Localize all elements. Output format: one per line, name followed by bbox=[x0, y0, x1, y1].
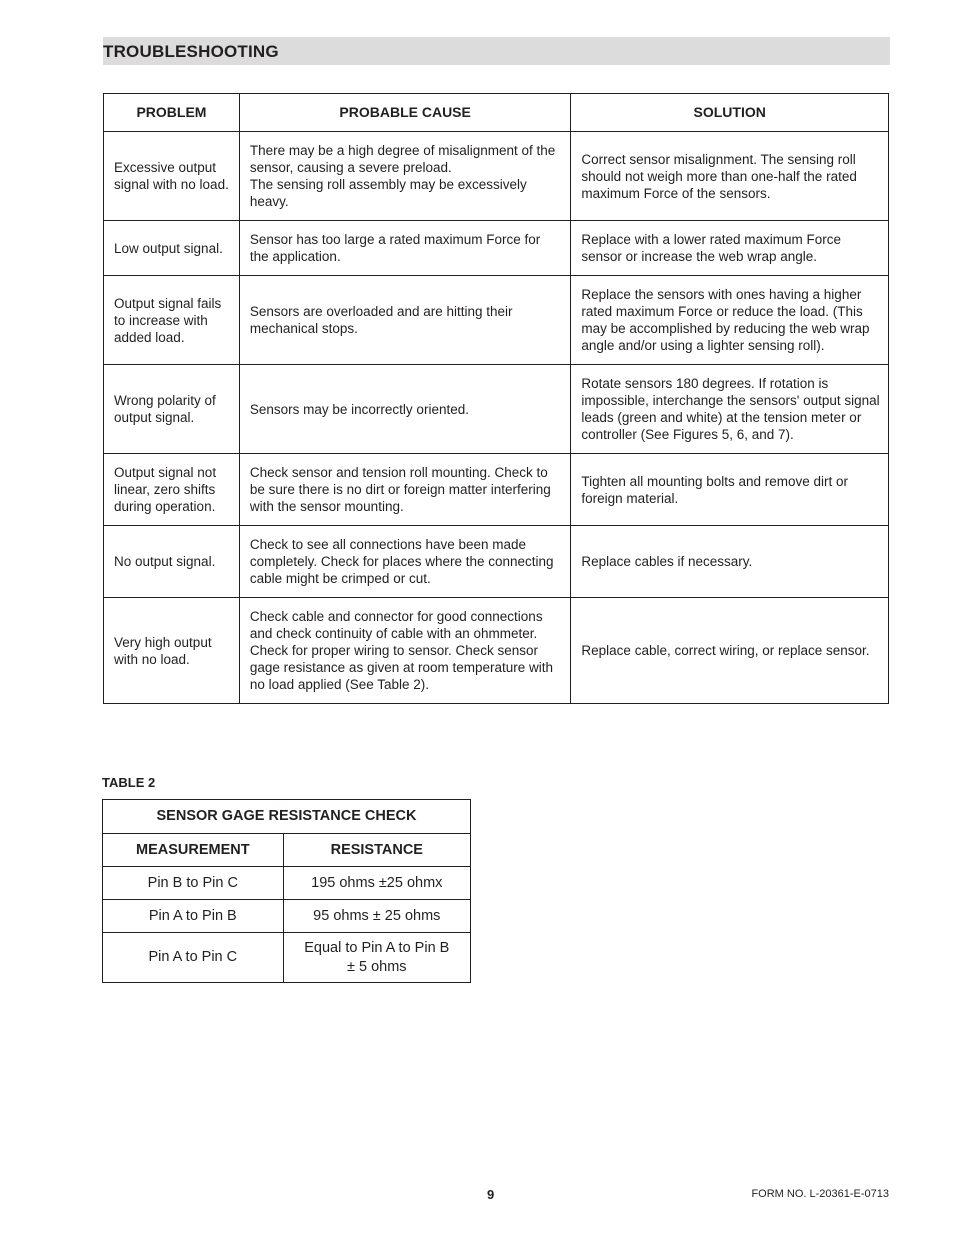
cause-cell: Sensors may be incorrectly oriented. bbox=[239, 365, 571, 454]
problem-cell: Very high output with no load. bbox=[104, 598, 240, 704]
cause-cell: Check sensor and tension roll mounting. Check to be sure there is no dirt or foreign matter interfering with the sensor mounting. bbox=[239, 454, 571, 526]
table-row bbox=[104, 526, 889, 598]
header-measurement: MEASUREMENT bbox=[103, 834, 284, 867]
problem-cell: Low output signal. bbox=[104, 221, 240, 276]
table-row bbox=[104, 132, 889, 221]
measurement-cell: Pin A to Pin C bbox=[103, 933, 284, 983]
measurement-cell: Pin A to Pin B bbox=[103, 900, 284, 933]
problem-cell: No output signal. bbox=[104, 526, 240, 598]
table-2-label: TABLE 2 bbox=[102, 775, 156, 790]
header-probable-cause: PROBABLE CAUSE bbox=[239, 94, 571, 132]
cause-cell: There may be a high degree of misalignment of the sensor, causing a severe preload. The sensing roll assembly may be excessively heavy. bbox=[239, 132, 571, 221]
resistance-cell: 195 ohms ±25 ohmx bbox=[283, 867, 470, 900]
page-number: 9 bbox=[487, 1187, 495, 1202]
solution-cell: Replace with a lower rated maximum Force sensor or increase the web wrap angle. bbox=[571, 221, 889, 276]
problem-cell: Wrong polarity of output signal. bbox=[104, 365, 240, 454]
troubleshooting-table bbox=[103, 93, 889, 704]
header-resistance: RESISTANCE bbox=[283, 834, 470, 867]
gage-table-title: SENSOR GAGE RESISTANCE CHECK bbox=[103, 800, 471, 834]
cause-cell: Sensor has too large a rated maximum Force for the application. bbox=[239, 221, 571, 276]
gage-resistance-table bbox=[102, 799, 471, 983]
table-header-row bbox=[104, 94, 889, 132]
solution-cell: Correct sensor misalignment. The sensing roll should not weigh more than one-half the rated maximum Force of the sensors. bbox=[571, 132, 889, 221]
solution-cell: Replace cable, correct wiring, or replace sensor. bbox=[571, 598, 889, 704]
section-title: TROUBLESHOOTING bbox=[103, 42, 279, 61]
table-row bbox=[103, 933, 471, 983]
table-row bbox=[103, 867, 471, 900]
solution-cell: Replace cables if necessary. bbox=[571, 526, 889, 598]
gage-table-title-row bbox=[103, 800, 471, 834]
solution-cell: Replace the sensors with ones having a higher rated maximum Force or reduce the load. (This may be accomplished by reducing the web wrap angle and/or using a lighter sensing roll). bbox=[571, 276, 889, 365]
cause-cell: Check cable and connector for good connections and check continuity of cable with an ohmmeter. Check for proper wiring to sensor. Check sensor gage resistance as given at room temperature with no load applied (See Table 2). bbox=[239, 598, 571, 704]
table-row bbox=[103, 900, 471, 933]
header-solution: SOLUTION bbox=[571, 94, 889, 132]
solution-cell: Tighten all mounting bolts and remove dirt or foreign material. bbox=[571, 454, 889, 526]
problem-cell: Output signal fails to increase with added load. bbox=[104, 276, 240, 365]
problem-cell: Excessive output signal with no load. bbox=[104, 132, 240, 221]
table-row bbox=[104, 598, 889, 704]
table-row bbox=[104, 365, 889, 454]
gage-table-header-row bbox=[103, 834, 471, 867]
problem-cell: Output signal not linear, zero shifts during operation. bbox=[104, 454, 240, 526]
cause-cell: Sensors are overloaded and are hitting their mechanical stops. bbox=[239, 276, 571, 365]
measurement-cell: Pin B to Pin C bbox=[103, 867, 284, 900]
solution-cell: Rotate sensors 180 degrees. If rotation is impossible, interchange the sensors' output signal leads (green and white) at the tension meter or controller (See Figures 5, 6, and 7). bbox=[571, 365, 889, 454]
table-row bbox=[104, 276, 889, 365]
resistance-cell: Equal to Pin A to Pin B ± 5 ohms bbox=[283, 933, 470, 983]
form-number: FORM NO. L-20361-E-0713 bbox=[751, 1188, 889, 1200]
table-row bbox=[104, 221, 889, 276]
table-row bbox=[104, 454, 889, 526]
cause-cell: Check to see all connections have been made completely. Check for places where the connecting cable might be crimped or cut. bbox=[239, 526, 571, 598]
resistance-cell: 95 ohms ± 25 ohms bbox=[283, 900, 470, 933]
header-problem: PROBLEM bbox=[104, 94, 240, 132]
